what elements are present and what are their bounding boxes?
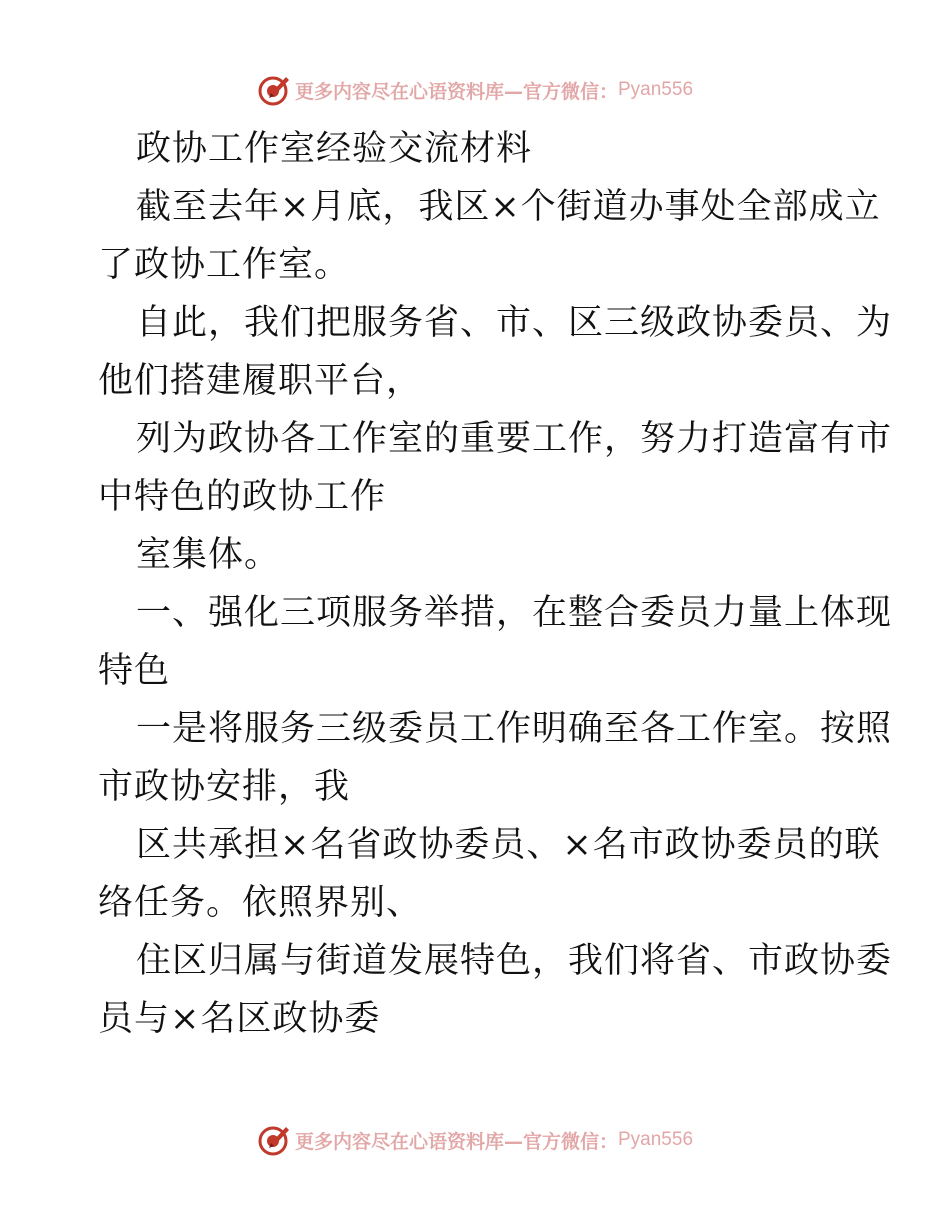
text-line: 区共承担×名省政协委员、×名市政协委员的联 xyxy=(136,825,881,865)
header-watermark xyxy=(0,72,950,108)
text-line: 自此，我们把服务省、市、区三级政协委员、为 xyxy=(136,303,893,343)
text-line: 市政协安排，我 xyxy=(98,767,351,807)
text-line: 络任务。依照界别、 xyxy=(98,883,423,923)
text-line: 住区归属与街道发展特色，我们将省、市政协委 xyxy=(136,941,893,981)
pen-logo-icon xyxy=(257,73,291,107)
text-line: 中特色的政协工作 xyxy=(98,477,387,517)
text-line: 了政协工作室。 xyxy=(98,245,351,285)
text-line: 员与×名区政协委 xyxy=(98,999,381,1039)
text-line: 截至去年×月底，我区×个街道办事处全部成立 xyxy=(136,187,881,227)
text-line: 他们搭建履职平台， xyxy=(98,361,423,401)
watermark-text: 更多内容尽在心语资料库—官方微信： xyxy=(294,1130,618,1153)
document-title: 政协工作室经验交流材料 xyxy=(136,129,533,169)
pen-logo-icon xyxy=(257,1123,291,1157)
text-line: 一是将服务三级委员工作明确至各工作室。按照 xyxy=(136,709,893,749)
text-line: 一、强化三项服务举措，在整合委员力量上体现 xyxy=(136,593,893,633)
watermark-wechat-id: Pyan556 xyxy=(618,79,694,100)
footer-watermark xyxy=(0,1122,950,1158)
text-line: 列为政协各工作室的重要工作，努力打造富有市 xyxy=(136,419,893,459)
watermark-wechat-id: Pyan556 xyxy=(618,1129,694,1150)
text-line: 特色 xyxy=(98,651,171,691)
text-line: 室集体。 xyxy=(136,535,281,575)
document-body xyxy=(98,120,893,1048)
watermark-text: 更多内容尽在心语资料库—官方微信： xyxy=(294,80,618,103)
